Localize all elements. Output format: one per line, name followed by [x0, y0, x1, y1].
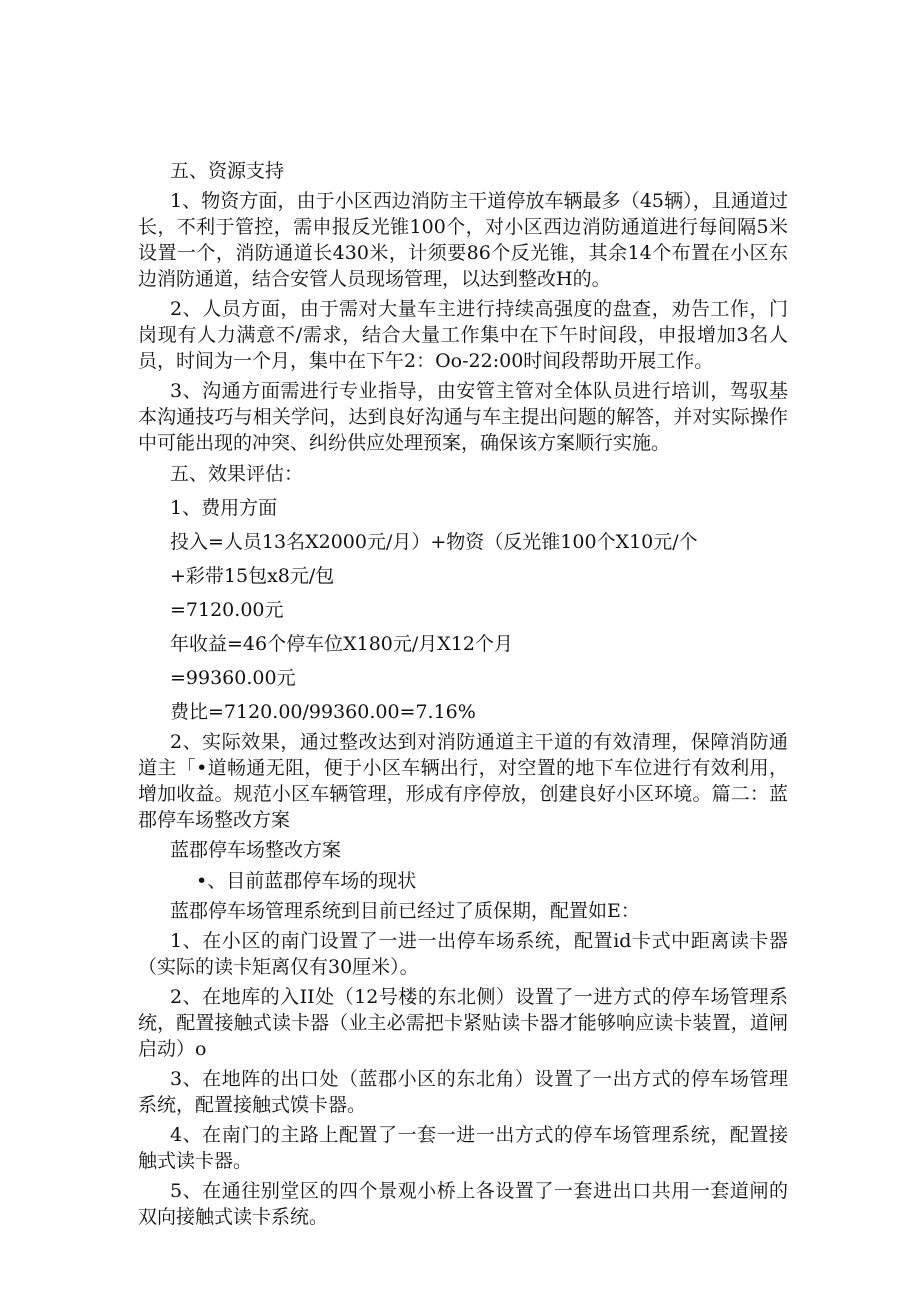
list-item-2: 2、在地库的入II处（12号楼的东北侧）设置了一进方式的停车场管理系统，配置接触式读卡器（业主必需把卡紧贴读卡器才能够响应读卡装置，道闸启动）o: [138, 986, 788, 1060]
cost-formula-line-2: +彩带15包x8元/包: [170, 565, 335, 587]
paragraph-materials: 1、物资方面，由于小区西边消防主干道停放车辆最多（45辆），且通道过长，不利于管控，需申报反光锥100个，对小区西边消防通道进行每间隔5米设置一个，消防通道长430米，计须要86个反光锥，其余14个布置在小区东边消防通道，结合安管人员现场管理，以达到整改H的。: [138, 190, 788, 290]
paragraph-communication: 3、沟通方面需进行专业指导，由安管主管对全体队员进行培训，驾驭基本沟通技巧与相关学问，达到良好沟通与车主提出问题的解答，并对实际操作中可能出现的冲突、纠纷供应处理预案，确保该方案顺行实施。: [138, 380, 788, 454]
document-body: [138, 158, 788, 1230]
annual-income-total: =99360.00元: [170, 667, 296, 689]
annual-income-formula: 年收益=46个停车位X180元/月X12个月: [170, 633, 513, 655]
paragraph-actual-effect: 2、实际效果，通过整改达到对消防通道主干道的有效清理，保障消防通道主「•道畅通无阻，便于小区车辆出行，对空置的地下车位进行有效利用，增加收益。规范小区车辆管理，形成有序停放，创建良好小区环境。篇二：蓝郡停车场整改方案: [138, 731, 788, 831]
list-item-3: 3、在地阵的出口处（蓝郡小区的东北角）设置了一出方式的停车场管理系统，配置接触式馍卡器。: [138, 1068, 788, 1116]
cost-total: =7120.00元: [170, 599, 284, 621]
section-heading-effect-evaluation: 五、效果评估：: [170, 463, 304, 485]
paragraph-personnel: 2、人员方面，由于需对大量车主进行持续高强度的盘查，劝告工作，门岗现有人力满意不/需求，结合大量工作集中在下午时间段，申报增加3名人员，时间为一个月，集中在下午2：Oo-22:00时间段帮助开展工作。: [138, 298, 788, 372]
paragraph-system-overview: 蓝郡停车场管理系统到目前已经过了质保期，配置如E：: [170, 900, 640, 922]
cost-ratio: 费比=7120.00/99360.00=7.16%: [170, 701, 476, 723]
list-item-4: 4、在南门的主路上配置了一套一进一出方式的停车场管理系统，配置接触式读卡器。: [138, 1124, 788, 1172]
list-item-5: 5、在通往别堂区的四个景观小桥上各设置了一套进出口共用一套道闸的双向接触式读卡系统。: [138, 1180, 788, 1228]
document-title-lanjun: 蓝郡停车场整改方案: [170, 839, 342, 861]
subheading-cost: 1、费用方面: [170, 497, 278, 519]
list-item-1: 1、在小区的南门设置了一进一出停车场系统，配置id卡式中距离读卡器（实际的读卡矩离仅有30厘米）。: [138, 930, 788, 978]
section-heading-current-status: •、目前蓝郡停车场的现状: [196, 870, 417, 892]
section-heading-resource-support: 五、资源支持: [170, 160, 285, 182]
cost-formula-line-1: 投入=人员13名X2000元/月）+物资（反光锥100个X10元/个: [170, 531, 698, 553]
